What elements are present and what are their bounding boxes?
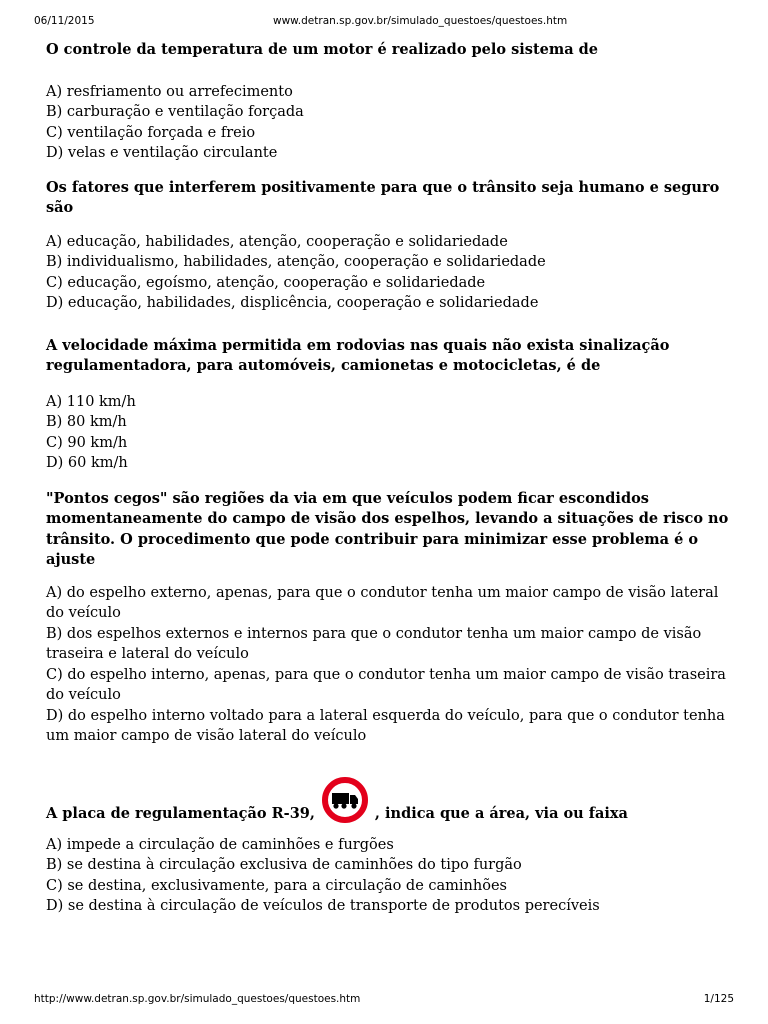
question-text-before-sign: A placa de regulamentação R-39,	[46, 805, 315, 822]
print-footer-url: http://www.detran.sp.gov.br/simulado_questoes/questoes.htm	[34, 993, 361, 1005]
answer-option: C) 90 km/h	[46, 434, 128, 451]
answer-option: B) 80 km/h	[46, 414, 127, 430]
answer-option: B) dos espelhos externos e internos para que o condutor tenha um maior campo de visão traseira e lateral do veículo	[46, 625, 702, 662]
answer-option: A) educação, habilidades, atenção, cooperação e solidariedade	[46, 233, 508, 250]
answer-option: D) educação, habilidades, displicência, cooperação e solidariedade	[46, 295, 539, 311]
question-text	[46, 775, 736, 825]
no-trucks-sign-icon	[318, 775, 372, 825]
answer-option: A) impede a circulação de caminhões e furgões	[46, 836, 394, 853]
question-text: Os fatores que interferem positivamente para que o trânsito seja humano e seguro são	[46, 178, 720, 216]
question-text: O controle da temperatura de um motor é realizado pelo sistema de	[46, 41, 599, 58]
question-text: "Pontos cegos" são regiões da via em que veículos podem ficar escondidos momentaneamente do campo de visão dos espelhos, levando a situações de risco no trânsito. O procedimento que pode contribuir para minimizar esse problema é o ajuste	[46, 489, 729, 568]
answer-option: B) individualismo, habilidades, atenção, cooperação e solidariedade	[46, 254, 546, 270]
print-header-url: www.detran.sp.gov.br/simulado_questoes/questoes.htm	[273, 15, 568, 27]
question-block	[46, 489, 736, 747]
question-list	[46, 40, 736, 927]
answer-option: D) do espelho interno voltado para a lateral esquerda do veículo, para que o condutor tenha um maior campo de visão lateral do veículo	[46, 707, 725, 744]
question-block	[46, 178, 736, 314]
print-footer	[0, 993, 768, 1009]
page-number: 1/125	[703, 993, 734, 1005]
question-block	[46, 40, 736, 164]
question-text: A velocidade máxima permitida em rodovias nas quais não exista sinalização regulamentadora, para automóveis, camionetas e motocicletas, é de	[46, 336, 670, 374]
answer-option: A) resfriamento ou arrefecimento	[46, 83, 293, 100]
answer-option: C) se destina, exclusivamente, para a circulação de caminhões	[46, 877, 507, 894]
answer-option: A) 110 km/h	[46, 393, 136, 410]
answer-option: A) do espelho externo, apenas, para que o condutor tenha um maior campo de visão lateral do veículo	[46, 584, 719, 621]
print-header	[0, 15, 768, 31]
answer-option: C) do espelho interno, apenas, para que o condutor tenha um maior campo de visão traseira do veículo	[46, 666, 726, 703]
print-date: 06/11/2015	[34, 15, 95, 27]
answer-option: B) se destina à circulação exclusiva de caminhões do tipo furgão	[46, 857, 522, 873]
answer-option: C) educação, egoísmo, atenção, cooperação e solidariedade	[46, 274, 486, 291]
question-text-after-sign: , indica que a área, via ou faixa	[374, 805, 628, 822]
answer-option: D) se destina à circulação de veículos de transporte de produtos perecíveis	[46, 898, 600, 914]
question-block	[46, 336, 736, 474]
answer-option: B) carburação e ventilação forçada	[46, 104, 304, 120]
answer-option: C) ventilação forçada e freio	[46, 124, 256, 141]
question-block	[46, 775, 736, 917]
answer-option: D) velas e ventilação circulante	[46, 145, 278, 161]
answer-option: D) 60 km/h	[46, 455, 128, 471]
